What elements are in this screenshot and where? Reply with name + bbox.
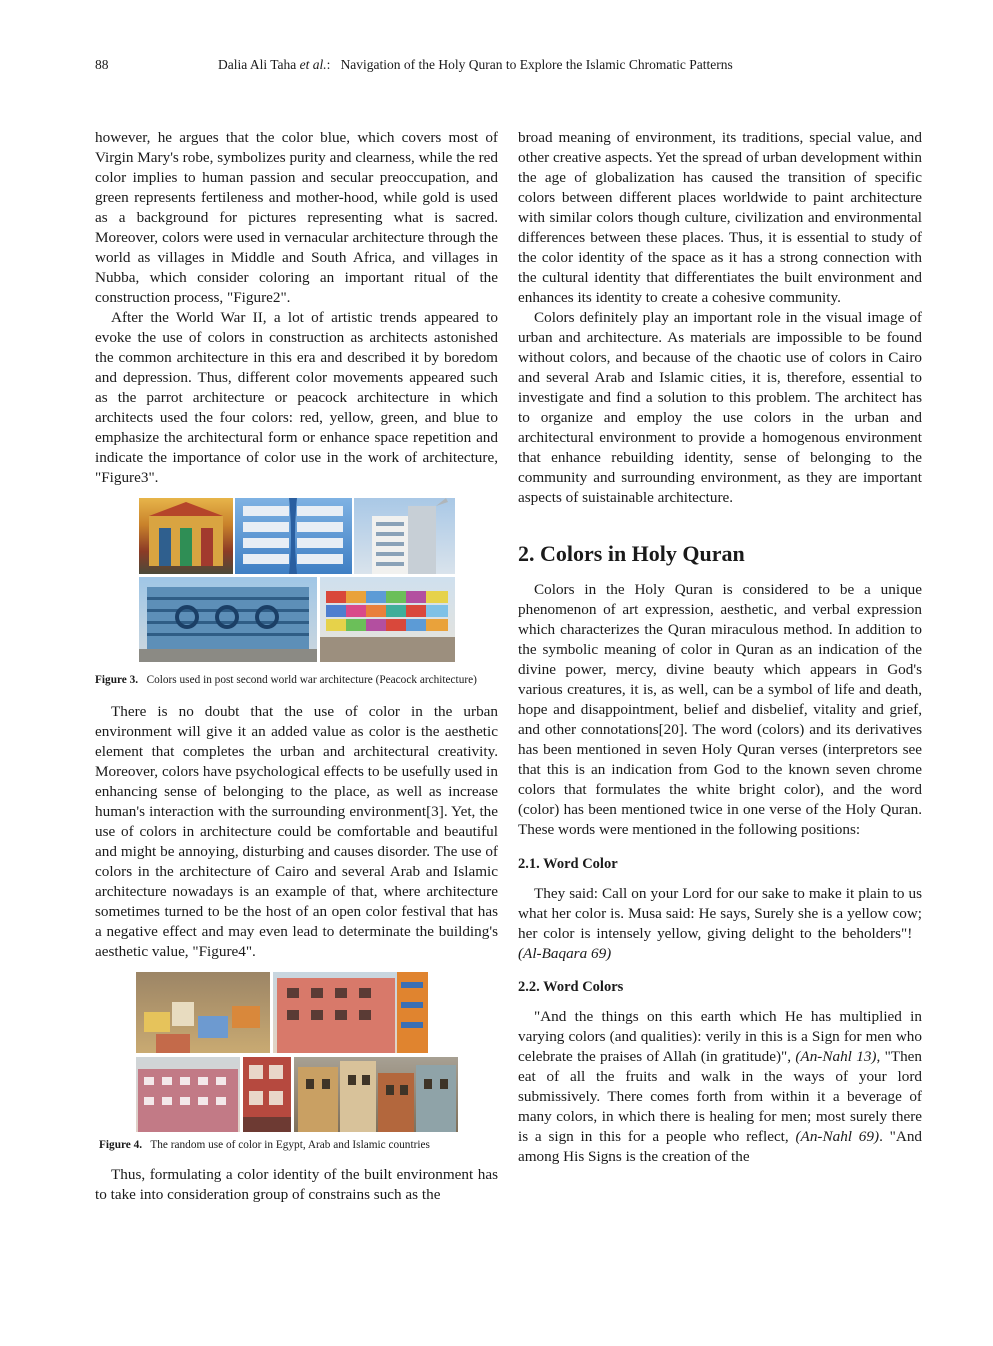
header-authors: Dalia Ali Taha bbox=[218, 57, 300, 72]
header-colon: : bbox=[326, 57, 331, 72]
figure-4-photo-pink-block bbox=[273, 972, 428, 1053]
figure-4-photo-pink-apartments bbox=[136, 1057, 240, 1132]
red-facade-illustration bbox=[243, 1057, 291, 1132]
figure-3-photo-peacock-building bbox=[139, 577, 317, 662]
figure-3-photo-highrise bbox=[354, 498, 455, 574]
running-header bbox=[0, 57, 993, 77]
paragraph bbox=[518, 1007, 922, 1167]
paragraph: Colors in the Holy Quran is considered to be a unique phenomenon of art expression, aesthetic, and verbal expression which characterizes the Quran miraculous method. In addition to the symbolic meaning of color in Quran as an indication of the divine power, mercy, divine beauty which appears in God's various creatures, it is, as well, can be a symbol of life and death, hope and disappointment, belief and disbelief, vitality and grief, and other connotations[20]. The word (colors) and its derivatives has been mentioned in seven Holy Quran verses (interpretors see that this is an indication from God to the known seven chrome colors that formulates the white bright color), and the word (color) has been mentioned twice in one verse of the Holy Quran. These words were mentioned in the following positions: bbox=[518, 581, 922, 838]
section-heading: 2. Colors in Holy Quran bbox=[518, 541, 745, 566]
hillside-village-illustration bbox=[136, 972, 270, 1053]
figure-3-caption bbox=[95, 672, 498, 688]
pavilion-illustration bbox=[139, 498, 233, 574]
figure-4-caption bbox=[95, 1137, 498, 1153]
quote-text: They said: Call on your Lord for our sake to make it plain to us what her color is. Musa said: He says, Surely she is a yellow cow; her color is intensely yellow, giving delight to the beholders"! bbox=[518, 885, 922, 942]
paragraph: however, he argues that the color blue, which covers most of Virgin Mary's robe, symbolizes purity and clearness, while the red color implies to human passion and secular preoccupation, and green represents fertileness and mother-hood, while gold is used as a background for pictures representing what is sacred. Moreover, colors were used in vernacular architecture through the world as villages in Middle and South Africa, and villages in Nubba, which consider coloring an important ritual of the construction process, "Figure2". bbox=[95, 129, 498, 306]
subsection-heading: 2.2. Word Colors bbox=[518, 979, 624, 995]
peacock-building-illustration bbox=[139, 577, 317, 662]
quran-citation: (An-Nahl 69) bbox=[795, 1128, 880, 1145]
figure-3-photo-pavilion bbox=[139, 498, 233, 574]
quote-text: , "Then eat of all the fruits and walk in the ways of your lord submissively. There comes forth from within it a beverage of many colors, in which there is healing for men; most surely there is a sign in this for a people who reflect, bbox=[518, 1048, 923, 1145]
figure-3-caption-text: Colors used in post second world war architecture (Peacock architecture) bbox=[146, 674, 477, 686]
figure-3-photo-colored-glass bbox=[320, 577, 455, 662]
pink-apartments-illustration bbox=[136, 1057, 240, 1132]
quote-text: "And the things on this earth which He has multiplied in varying colors (and qualities): verily in this is a Sign for men who celebrate the praises of Allah (in gratitude)", bbox=[518, 1008, 922, 1065]
running-title bbox=[218, 57, 733, 73]
figure-4-photo-old-quarter bbox=[294, 1057, 458, 1132]
page-number: 88 bbox=[95, 57, 109, 72]
old-quarter-illustration bbox=[294, 1057, 458, 1132]
paragraph: After the World War II, a lot of artistic trends appeared to evoke the use of colors in construction as architects astonished the common architecture in this era and described it by boredom and depression. Thus, different color movements appeared such as the parrot architecture or peacock architecture in which architects used the four colors: red, yellow, green, and blue to emphasize the architectural form or enhance space repetition and indicate the importance of color use in the work of architecture, "Figure3". bbox=[95, 309, 498, 486]
highrise-illustration bbox=[354, 498, 455, 574]
figure-4-photo-red-facade bbox=[243, 1057, 291, 1132]
figure-4-caption-text: The random use of color in Egypt, Arab and Islamic countries bbox=[150, 1139, 430, 1151]
quote-text: . "And among His Signs is the creation of the bbox=[518, 1128, 923, 1165]
pink-block-illustration bbox=[273, 972, 428, 1053]
paragraph: There is no doubt that the use of color in the urban environment will give it an added value as color is the aesthetic element that completes the urban and architectural creativity. Moreover, colors have psychological effects to be usefully used in enhancing sense of belonging to the place, as well as increase human's interaction with the surrounding environment[3]. Yet, the use of colors in architecture could be comfortable and beautiful and might be annoying, disturbing and causes disorder. The use of colors in the architecture of Cairo and several Arab and Islamic architecture nowadays is an example of that, where architecture sometimes turned to be the host of an open color festival that has a negative effect and may even lead to determinate the building's aesthetic value, "Figure4". bbox=[95, 703, 498, 960]
colored-glass-illustration bbox=[320, 577, 455, 662]
tower-illustration bbox=[235, 498, 352, 574]
figure-3-image bbox=[139, 498, 455, 662]
figure-4-image bbox=[136, 972, 458, 1132]
paragraph: Colors definitely play an important role in the visual image of urban and architecture. As materials are impossible to be found without colors, and because of the chaotic use of colors in Cairo and several Arab and Islamic cities, it is, therefore, essential to investigate and find a solution to this problem. The architect has to organize and employ the use colors in the urban and architectural environment to provide a homogenous environment that enhance rebuilding identity, sense of belonging to the community and surrounding environment, as they are important aspects of suistainable architecture. bbox=[518, 309, 922, 506]
quran-citation: (Al-Baqara 69) bbox=[518, 945, 612, 962]
left-column bbox=[95, 128, 498, 1205]
header-paper-title: Navigation of the Holy Quran to Explore the Islamic Chromatic Patterns bbox=[340, 57, 733, 72]
right-column bbox=[518, 128, 922, 1167]
subsection-heading: 2.1. Word Color bbox=[518, 856, 618, 872]
figure-3-photo-tower bbox=[235, 498, 352, 574]
header-et-al: et al. bbox=[299, 57, 327, 72]
figure-4-photo-hillside-village bbox=[136, 972, 270, 1053]
paragraph bbox=[518, 884, 922, 964]
paragraph: broad meaning of environment, its traditions, special value, and other creative aspects. Yet the spread of urban development within the age of globalization has caused the transition of specific colors between different places worldwide to paint architecture with similar colors though culture, civilization and environmental differences between these places. Thus, it is essential to study of the color identity of the space as it has a strong connection with the cultural identity that differentiates the built environment and enhances its identity to create a cohesive community. bbox=[518, 129, 922, 306]
paragraph: Thus, formulating a color identity of the built environment has to take into consideration group of constrains such as the bbox=[95, 1166, 498, 1203]
figure-3-label: Figure 3. bbox=[95, 674, 139, 686]
figure-4-label: Figure 4. bbox=[99, 1139, 143, 1151]
quran-citation: (An-Nahl 13) bbox=[795, 1048, 877, 1065]
